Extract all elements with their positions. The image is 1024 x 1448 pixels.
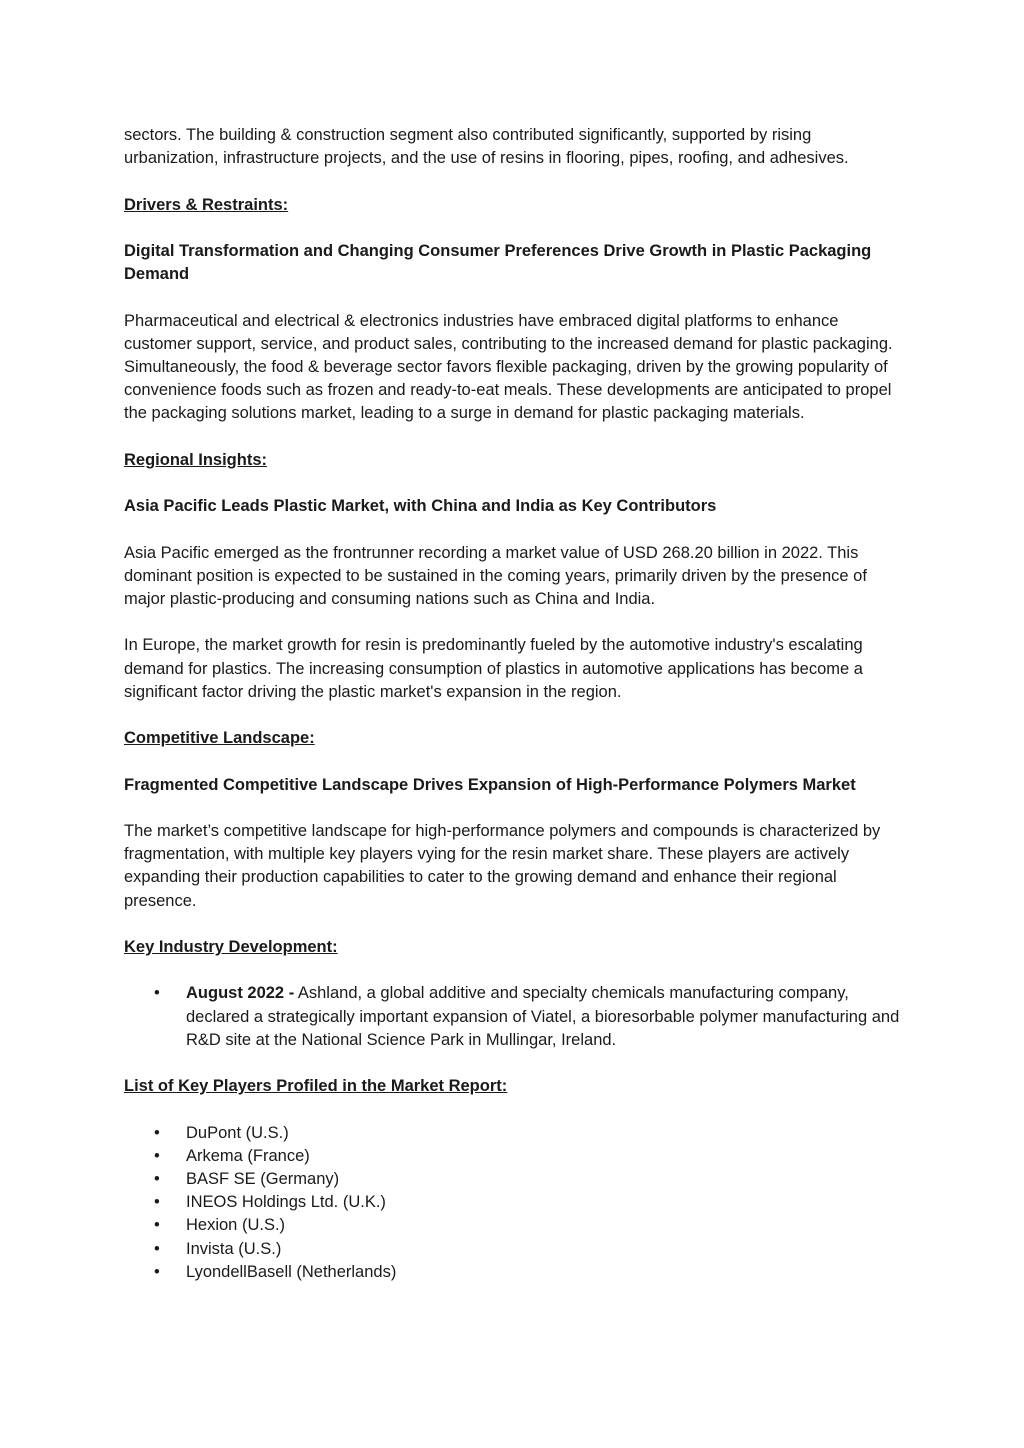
bullet-icon: • xyxy=(154,1216,160,1235)
bullet-icon: • xyxy=(154,1239,160,1258)
player-name: Invista (U.S.) xyxy=(186,1239,282,1258)
intro-paragraph: sectors. The building & construction segment also contributed significantly, supported by rising urbanization, infrastructure projects, and the use of resins in flooring, pipes, roofing, and adhesives. xyxy=(124,126,849,168)
player-name: INEOS Holdings Ltd. (U.K.) xyxy=(186,1193,386,1212)
players-list-item xyxy=(124,1168,904,1191)
players-list-item xyxy=(124,1261,904,1284)
development-list xyxy=(124,982,904,1052)
bullet-icon: • xyxy=(154,1123,160,1142)
bullet-icon: • xyxy=(154,1169,160,1188)
drivers-subheading: Digital Transformation and Changing Consumer Preferences Drive Growth in Plastic Packaging Demand xyxy=(124,241,872,284)
regional-subheading: Asia Pacific Leads Plastic Market, with China and India as Key Contributors xyxy=(124,497,717,516)
bullet-icon: • xyxy=(154,1146,160,1165)
document-page xyxy=(124,124,904,1307)
competitive-paragraph: The market’s competitive landscape for high-performance polymers and compounds is characterized by fragmentation, with multiple key players vying for the resin market share. These players are actively expanding their production capabilities to cater to the growing demand and enhance their regional presence. xyxy=(124,821,881,910)
players-list-item xyxy=(124,1238,904,1261)
player-name: DuPont (U.S.) xyxy=(186,1123,289,1142)
players-list-item xyxy=(124,1191,904,1214)
players-list-item xyxy=(124,1145,904,1168)
player-name: LyondellBasell (Netherlands) xyxy=(186,1262,397,1281)
development-heading: Key Industry Development: xyxy=(124,937,338,956)
drivers-heading: Drivers & Restraints: xyxy=(124,195,289,214)
competitive-heading: Competitive Landscape: xyxy=(124,729,315,748)
bullet-icon: • xyxy=(154,984,160,1003)
players-heading: List of Key Players Profiled in the Market Report: xyxy=(124,1077,508,1096)
players-list-item xyxy=(124,1122,904,1145)
player-name: Hexion (U.S.) xyxy=(186,1216,286,1235)
players-list-item xyxy=(124,1214,904,1237)
competitive-subheading: Fragmented Competitive Landscape Drives Expansion of High-Performance Polymers Market xyxy=(124,775,856,794)
bullet-icon: • xyxy=(154,1262,160,1281)
development-list-item xyxy=(124,982,904,1052)
development-date: August 2022 - xyxy=(186,984,295,1003)
regional-heading: Regional Insights: xyxy=(124,450,268,469)
player-name: BASF SE (Germany) xyxy=(186,1169,340,1188)
bullet-icon: • xyxy=(154,1193,160,1212)
regional-paragraph-asia: Asia Pacific emerged as the frontrunner recording a market value of USD 268.20 billion in 2022. This dominant position is expected to be sustained in the coming years, primarily driven by the presence of major plastic-producing and consuming nations such as China and India. xyxy=(124,543,867,608)
drivers-paragraph: Pharmaceutical and electrical & electronics industries have embraced digital platforms to enhance customer support, service, and product sales, contributing to the increased demand for plastic packaging. Simultaneously, the food & beverage sector favors flexible packaging, driven by the growing popularity of convenience foods such as frozen and ready-to-eat meals. These developments are anticipated to propel the packaging solutions market, leading to a surge in demand for plastic packaging materials. xyxy=(124,311,893,423)
player-name: Arkema (France) xyxy=(186,1146,310,1165)
players-list xyxy=(124,1122,904,1284)
regional-paragraph-europe: In Europe, the market growth for resin is predominantly fueled by the automotive industry's escalating demand for plastics. The increasing consumption of plastics in automotive applications has become a significant factor driving the plastic market's expansion in the region. xyxy=(124,636,863,701)
development-text: Ashland, a global additive and specialty chemicals manufacturing company, declared a strategically important expansion of Viatel, a bioresorbable polymer manufacturing and R&D site at the National Science Park in Mullingar, Ireland. xyxy=(186,984,900,1049)
